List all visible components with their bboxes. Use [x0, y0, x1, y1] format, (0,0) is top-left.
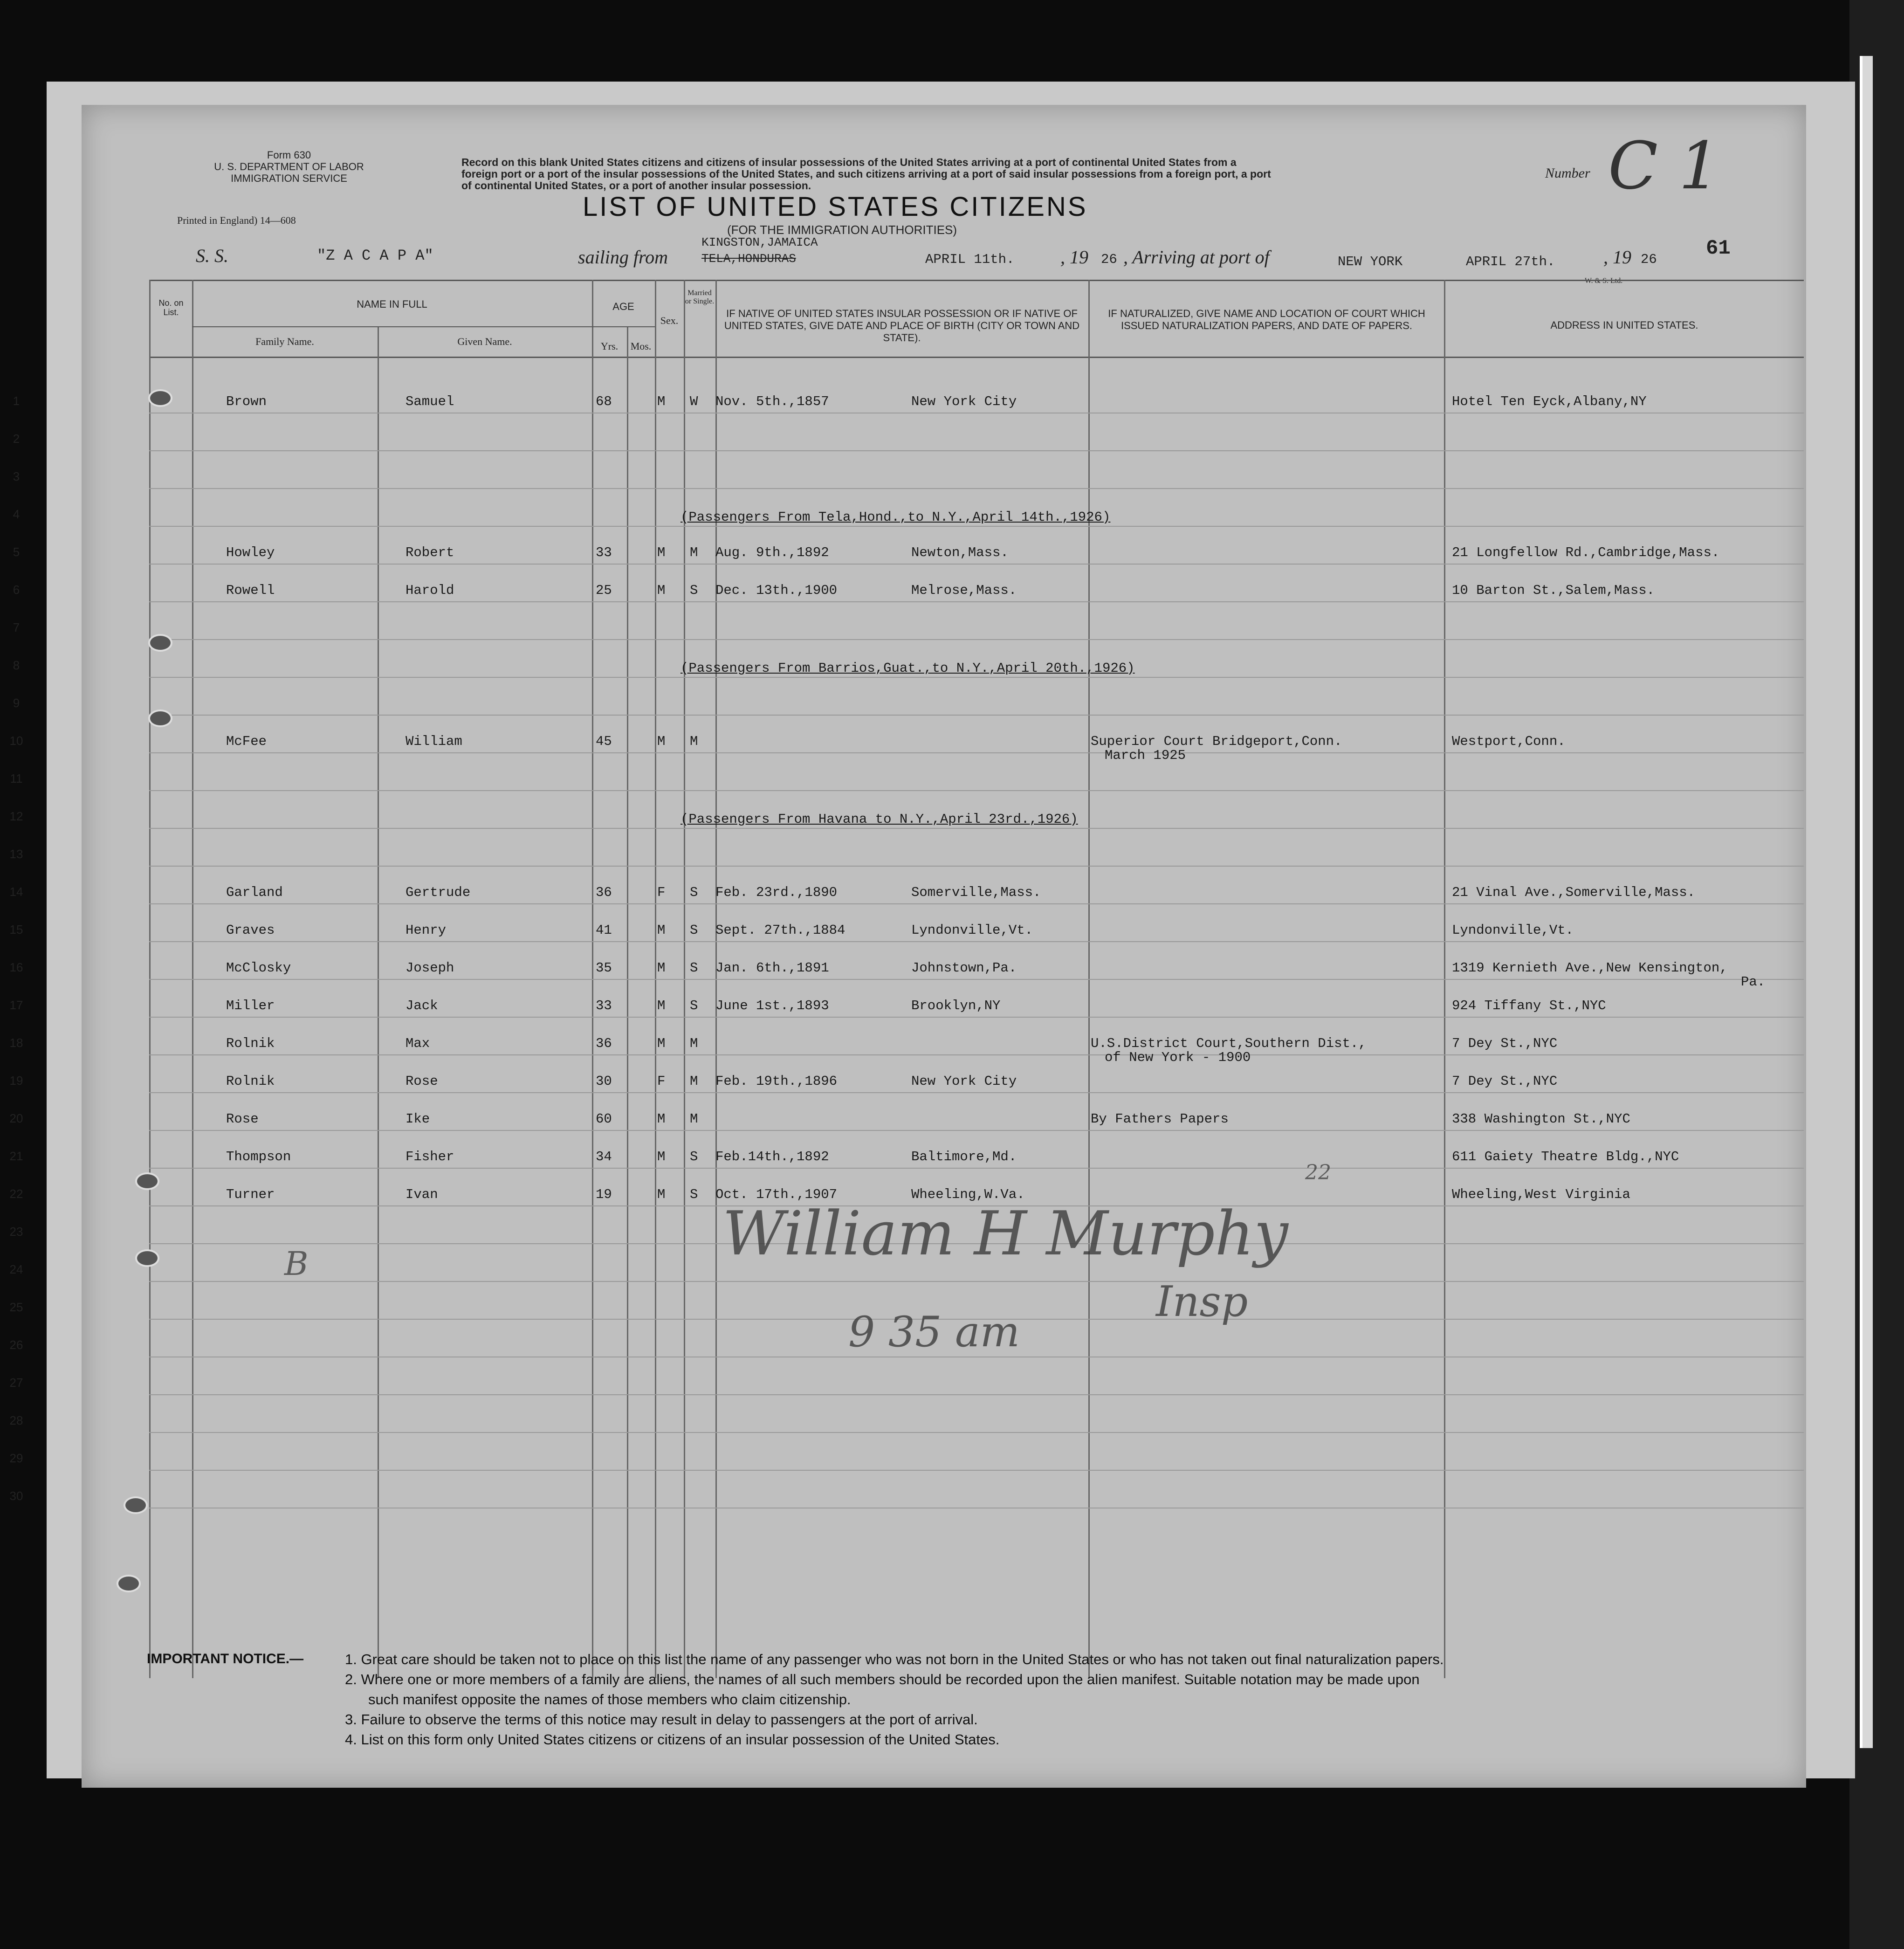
family-name: Turner — [226, 1187, 275, 1202]
row-number: 30 — [9, 1489, 23, 1503]
row-number: 3 — [13, 469, 20, 483]
family-name: Rolnik — [226, 1036, 275, 1051]
given-name: Robert — [406, 545, 454, 560]
time-note: 9 35 am — [848, 1308, 1020, 1357]
family-name: Thompson — [226, 1149, 291, 1164]
sex: M — [657, 1111, 666, 1127]
sailing-from-struck: TELA,HONDURAS — [701, 252, 796, 266]
notice-line-2b: such manifest opposite the names of those members who claim citizenship. — [368, 1691, 851, 1708]
marital-status: M — [690, 545, 698, 560]
birth-place: Lyndonville,Vt. — [911, 923, 1033, 938]
row-number: 7 — [13, 620, 20, 634]
row-rule — [149, 790, 1804, 791]
birth-date: Oct. 17th.,1907 — [715, 1187, 838, 1202]
row-number: 21 — [9, 1149, 23, 1163]
row-rule — [149, 601, 1804, 602]
birth-date: Aug. 9th.,1892 — [715, 545, 829, 560]
row-rule — [149, 564, 1804, 565]
row-number: 20 — [9, 1111, 23, 1125]
notice-line-3: 3. Failure to observe the terms of this notice may result in delay to passengers at the port of arrival. — [345, 1711, 978, 1728]
col-address: ADDRESS IN UNITED STATES. — [1550, 319, 1698, 331]
arriving-label: , Arriving at port of — [1123, 247, 1270, 268]
col-given: Given Name. — [457, 336, 512, 347]
row-number: 9 — [13, 696, 20, 710]
marital-status: S — [690, 885, 698, 900]
row-rule — [149, 1168, 1804, 1169]
row-rule — [149, 526, 1804, 527]
row-number: 16 — [9, 960, 23, 974]
printed-note: Printed in England) 14—608 — [177, 214, 296, 226]
family-name: Rowell — [226, 583, 275, 598]
age-years: 41 — [596, 923, 612, 938]
marital-status: S — [690, 1149, 698, 1164]
naturalization-court: U.S.District Court,Southern Dist., — [1091, 1036, 1367, 1051]
age-years: 19 — [596, 1187, 612, 1202]
marital-status: S — [690, 998, 698, 1013]
sex: F — [657, 885, 666, 900]
marital-status: S — [690, 960, 698, 976]
notice-line-2: 2. Where one or more members of a family are aliens, the names of all such members should be recorded upon the alien manifest. Suitable notation may be made upon — [345, 1671, 1420, 1687]
row-number: 6 — [13, 583, 20, 597]
sex: M — [657, 1036, 666, 1051]
given-name: Max — [406, 1036, 430, 1051]
route-note: (Passengers From Barrios,Guat.,to N.Y.,April 20th.,1926) — [680, 661, 1135, 676]
age-years: 33 — [596, 545, 612, 560]
marital-status: M — [690, 1074, 698, 1089]
table-top-rule — [149, 280, 1804, 281]
record-text-2: foreign port or a port of the insular possessions of the United States, and such citizens arriving at a port of said insular possessions from a foreign port, a port — [461, 168, 1271, 180]
birth-place: New York City — [911, 394, 1017, 409]
family-name: McFee — [226, 734, 267, 749]
row-number: 17 — [9, 998, 23, 1012]
sex: M — [657, 998, 666, 1013]
age-subheader-rule — [592, 326, 655, 327]
given-name: Samuel — [406, 394, 454, 409]
signature: William H Murphy — [722, 1198, 1288, 1269]
address: Lyndonville,Vt. — [1452, 923, 1574, 938]
row-rule — [149, 639, 1804, 640]
given-name: Ivan — [406, 1187, 438, 1202]
name-subheader-rule — [192, 326, 592, 327]
route-note: (Passengers From Tela,Hond.,to N.Y.,April 14th.,1926) — [680, 510, 1111, 525]
col-family: Family Name. — [255, 336, 314, 347]
birth-date: Feb. 19th.,1896 — [715, 1074, 838, 1089]
age-years: 34 — [596, 1149, 612, 1164]
family-name: Howley — [226, 545, 275, 560]
given-name: Fisher — [406, 1149, 454, 1164]
naturalization-date: March 1925 — [1105, 748, 1186, 763]
stamp-number: 22 — [1305, 1161, 1331, 1185]
birth-date: Dec. 13th.,1900 — [715, 583, 838, 598]
notice-heading: IMPORTANT NOTICE.— — [147, 1651, 304, 1667]
row-rule — [149, 1017, 1804, 1018]
record-text-1: Record on this blank United States citizens and citizens of insular possessions of the United States arriving at a port of continental United States from a — [461, 156, 1237, 168]
birth-place: Newton,Mass. — [911, 545, 1009, 560]
row-number: 15 — [9, 923, 23, 937]
row-number: 19 — [9, 1074, 23, 1088]
row-number: 22 — [9, 1187, 23, 1201]
age-years: 25 — [596, 583, 612, 598]
row-rule — [149, 1470, 1804, 1471]
number-label: Number — [1545, 165, 1590, 181]
given-name: Rose — [406, 1074, 438, 1089]
row-number: 14 — [9, 885, 23, 899]
ws-ltd — [1585, 275, 1622, 287]
birth-place: Somerville,Mass. — [911, 885, 1041, 900]
punch-hole — [148, 389, 172, 407]
department: U. S. DEPARTMENT OF LABOR — [214, 161, 364, 172]
row-rule — [149, 828, 1804, 829]
row-number: 24 — [9, 1262, 23, 1276]
sex: M — [657, 734, 666, 749]
page-number: 61 — [1706, 237, 1731, 260]
row-number: 2 — [13, 432, 20, 446]
family-name: Garland — [226, 885, 283, 900]
row-rule — [149, 450, 1804, 451]
sex: M — [657, 960, 666, 976]
col-sex: Sex. — [660, 315, 679, 326]
birth-date: Sept. 27th.,1884 — [715, 923, 845, 938]
family-name: McClosky — [226, 960, 291, 976]
arrival-date: APRIL 27th. — [1466, 254, 1555, 269]
arrival-year-prefix: , 19 — [1603, 247, 1631, 268]
punch-hole — [117, 1575, 141, 1592]
birth-date: Jan. 6th.,1891 — [715, 960, 829, 976]
address: 338 Washington St.,NYC — [1452, 1111, 1630, 1127]
address: Hotel Ten Eyck,Albany,NY — [1452, 394, 1647, 409]
age-years: 36 — [596, 1036, 612, 1051]
address: 924 Tiffany St.,NYC — [1452, 998, 1606, 1013]
marital-status: M — [690, 1111, 698, 1127]
row-rule — [149, 715, 1804, 716]
age-years: 45 — [596, 734, 612, 749]
address: 21 Vinal Ave.,Somerville,Mass. — [1452, 885, 1696, 900]
birth-place: New York City — [911, 1074, 1017, 1089]
row-rule — [149, 979, 1804, 980]
marital-status: S — [690, 1187, 698, 1202]
row-number: 5 — [13, 545, 20, 559]
col-yrs: Yrs. — [600, 340, 619, 352]
row-number: 18 — [9, 1036, 23, 1050]
marital-status: S — [690, 923, 698, 938]
punch-hole — [124, 1496, 148, 1514]
row-rule — [149, 866, 1804, 867]
row-number: 1 — [13, 394, 20, 408]
col-married: Married or Single. — [685, 289, 715, 305]
row-rule — [149, 1394, 1804, 1395]
row-number: 4 — [13, 507, 20, 521]
row-number: 13 — [9, 847, 23, 861]
family-name: Rose — [226, 1111, 259, 1127]
row-number: 27 — [9, 1376, 23, 1390]
col-name-in-full: NAME IN FULL — [357, 298, 427, 310]
age-years: 36 — [596, 885, 612, 900]
birth-date: Feb. 23rd.,1890 — [715, 885, 838, 900]
age-years: 35 — [596, 960, 612, 976]
col-age: AGE — [612, 301, 634, 312]
sex: M — [657, 545, 666, 560]
naturalization-date: of New York - 1900 — [1105, 1050, 1251, 1065]
arrival-year: 26 — [1641, 252, 1657, 267]
age-years: 60 — [596, 1111, 612, 1127]
given-name: Ike — [406, 1111, 430, 1127]
family-name: Graves — [226, 923, 275, 938]
sailing-label: sailing from — [578, 247, 668, 268]
address: 611 Gaiety Theatre Bldg.,NYC — [1452, 1149, 1679, 1164]
film-border-right — [1849, 0, 1904, 1949]
given-name: Gertrude — [406, 885, 471, 900]
row-number: 10 — [9, 734, 23, 748]
family-name: Brown — [226, 394, 267, 409]
address: 7 Dey St.,NYC — [1452, 1036, 1558, 1051]
row-rule — [149, 1130, 1804, 1131]
birth-date: Nov. 5th.,1857 — [715, 394, 829, 409]
given-name: Jack — [406, 998, 438, 1013]
col-mos: Mos. — [630, 340, 652, 352]
age-years: 30 — [596, 1074, 612, 1089]
row-rule — [149, 1054, 1804, 1055]
marital-status: W — [690, 394, 698, 409]
notice-line-1: 1. Great care should be taken not to place on this list the name of any passenger who was not born in the United States or who has not taken out final naturalization papers. — [345, 1651, 1444, 1667]
row-rule — [149, 941, 1804, 942]
notice-line-4: 4. List on this form only United States citizens or citizens of an insular possession of the United States. — [345, 1731, 1000, 1748]
depart-year: 26 — [1101, 252, 1117, 267]
family-name: Rolnik — [226, 1074, 275, 1089]
route-note: (Passengers From Havana to N.Y.,April 23rd.,1926) — [680, 812, 1078, 827]
naturalization-court: By Fathers Papers — [1091, 1111, 1229, 1127]
row-number: 29 — [9, 1451, 23, 1465]
row-number: 12 — [9, 809, 23, 823]
col-no: No. on List. — [158, 298, 184, 317]
row-rule — [149, 488, 1804, 489]
punch-hole — [135, 1249, 159, 1267]
punch-hole — [148, 709, 172, 727]
address: 7 Dey St.,NYC — [1452, 1074, 1558, 1089]
header-bottom-rule — [149, 357, 1804, 358]
record-text-3: of continental United States, or a port of another insular possession. — [461, 179, 811, 192]
row-rule — [149, 1281, 1804, 1282]
given-name: William — [406, 734, 462, 749]
row-rule — [149, 677, 1804, 678]
address: Wheeling,West Virginia — [1452, 1187, 1630, 1202]
birth-date: June 1st.,1893 — [715, 998, 829, 1013]
page-title: LIST OF UNITED STATES CITIZENS — [583, 192, 1088, 222]
birth-place: Wheeling,W.Va. — [911, 1187, 1025, 1202]
col-naturalized: IF NATURALIZED, GIVE NAME AND LOCATION OF COURT WHICH ISSUED NATURALIZATION PAPERS, AND DATE OF PAPERS. — [1108, 308, 1425, 331]
sex: F — [657, 1074, 666, 1089]
page-subtitle: (FOR THE IMMIGRATION AUTHORITIES) — [727, 223, 957, 237]
address: Westport,Conn. — [1452, 734, 1566, 749]
address: 21 Longfellow Rd.,Cambridge,Mass. — [1452, 545, 1720, 560]
number-value: C 1 — [1608, 128, 1720, 204]
row-number: 25 — [9, 1300, 23, 1314]
service: IMMIGRATION SERVICE — [231, 172, 347, 184]
given-name: Joseph — [406, 960, 454, 976]
row-number: 8 — [13, 658, 20, 672]
year-prefix: , 19 — [1060, 247, 1088, 268]
marital-status: M — [690, 1036, 698, 1051]
birth-place: Johnstown,Pa. — [911, 960, 1017, 976]
row-rule — [149, 1432, 1804, 1433]
address: 1319 Kernieth Ave.,New Kensington, — [1452, 960, 1728, 976]
sex: M — [657, 1149, 666, 1164]
marital-status: M — [690, 734, 698, 749]
row-rule — [149, 1092, 1804, 1093]
page-edge-strip — [1860, 56, 1873, 1748]
sex: M — [657, 394, 666, 409]
birth-date: Feb.14th.,1892 — [715, 1149, 829, 1164]
form-number: Form 630 — [267, 149, 311, 161]
sex: M — [657, 1187, 666, 1202]
col-divider — [378, 326, 379, 1678]
row-rule — [149, 903, 1804, 904]
sex: M — [657, 583, 666, 598]
marital-status: S — [690, 583, 698, 598]
age-years: 68 — [596, 394, 612, 409]
row-number: 11 — [10, 771, 23, 785]
col-birth: IF NATIVE OF UNITED STATES INSULAR POSSESSION OR IF NATIVE OF UNITED STATES, GIVE DATE AND PLACE OF BIRTH (CITY OR TOWN AND STATE). — [724, 308, 1080, 344]
ss-label: S. S. — [196, 245, 228, 266]
given-name: Harold — [406, 583, 454, 598]
birth-place: Baltimore,Md. — [911, 1149, 1017, 1164]
col-divider — [627, 326, 628, 1678]
mark-b: B — [284, 1245, 309, 1283]
punch-hole — [135, 1172, 159, 1190]
punch-hole — [148, 634, 172, 652]
birth-place: Brooklyn,NY — [911, 998, 1001, 1013]
arrival-port: NEW YORK — [1338, 254, 1403, 269]
ship-name: "Z A C A P A" — [317, 247, 433, 264]
depart-date: APRIL 11th. — [925, 252, 1015, 267]
age-years: 33 — [596, 998, 612, 1013]
birth-place: Melrose,Mass. — [911, 583, 1017, 598]
address-line-2: Pa. — [1741, 974, 1766, 990]
row-number: 28 — [9, 1413, 23, 1427]
inspector-initials: Insp — [1156, 1277, 1248, 1326]
address: 10 Barton St.,Salem,Mass. — [1452, 583, 1655, 598]
row-number: 26 — [9, 1338, 23, 1352]
naturalization-court: Superior Court Bridgeport,Conn. — [1091, 734, 1342, 749]
sex: M — [657, 923, 666, 938]
row-rule — [149, 752, 1804, 753]
sailing-from: KINGSTON,JAMAICA — [701, 235, 818, 249]
row-number: 23 — [9, 1225, 23, 1239]
given-name: Henry — [406, 923, 447, 938]
family-name: Miller — [226, 998, 275, 1013]
